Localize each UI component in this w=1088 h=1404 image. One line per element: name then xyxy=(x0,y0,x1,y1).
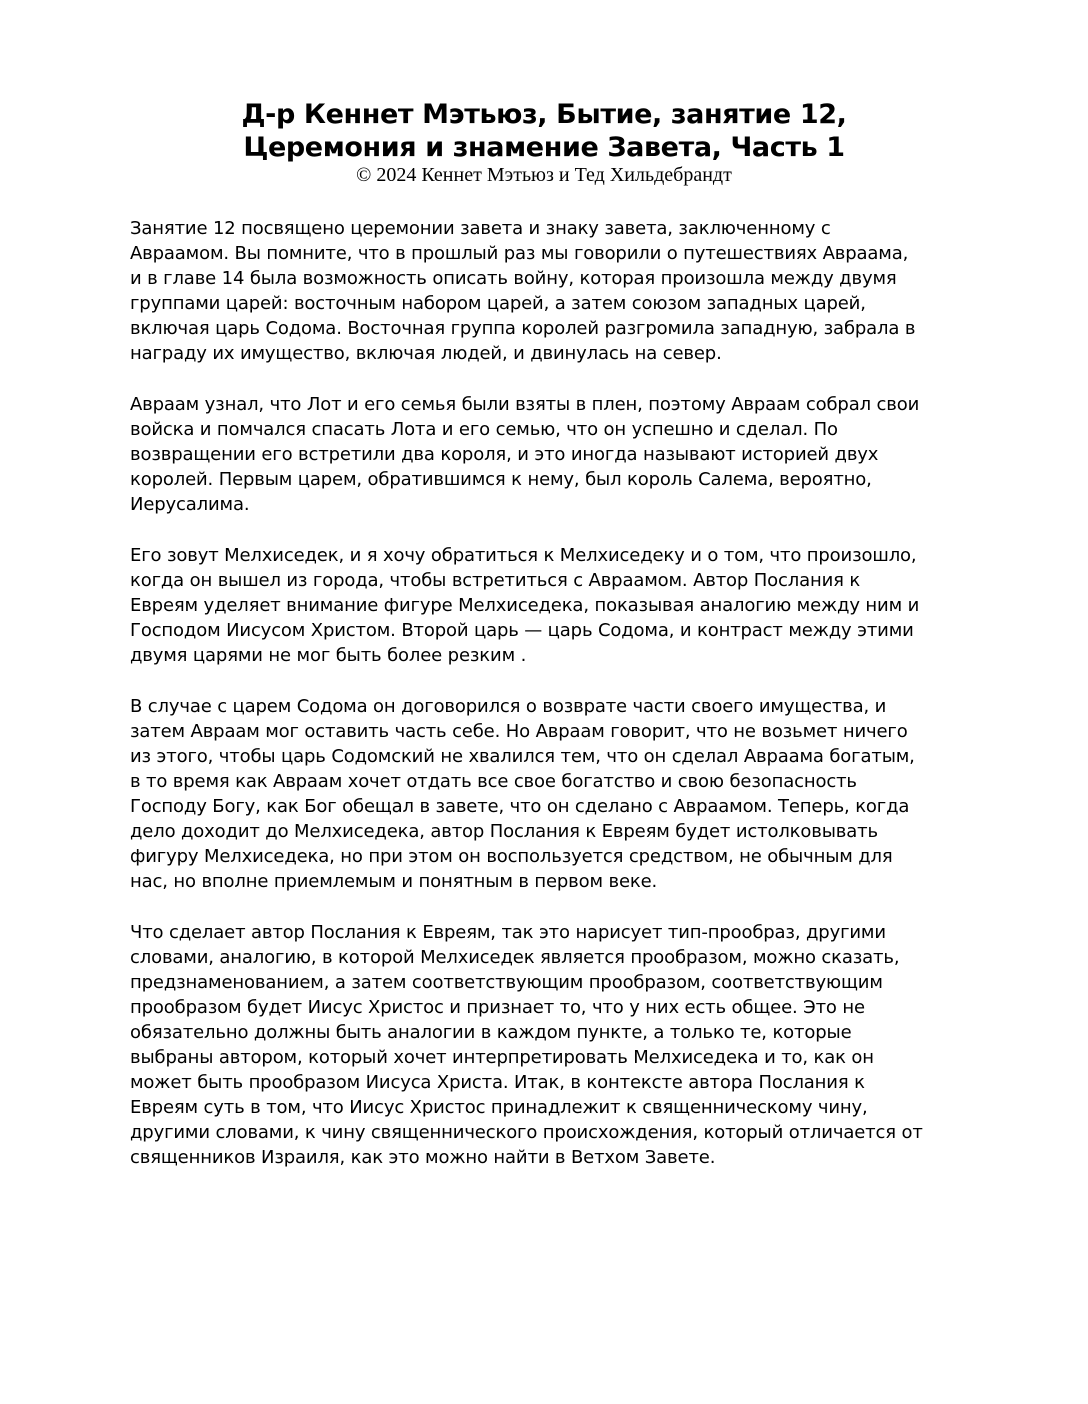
paragraph-4 xyxy=(130,694,960,894)
text-line: включая царь Содома. Восточная группа королей разгромила западную, забрала в xyxy=(130,318,916,339)
text-line: Иерусалима. xyxy=(130,494,250,515)
text-line: войска и помчался спасать Лота и его семью, что он успешно и сделал. По xyxy=(130,419,838,440)
text-line: Господом Иисусом Христом. Второй царь — царь Содома, и контраст между этими xyxy=(130,620,914,641)
text-line: Занятие 12 посвящено церемонии завета и знаку завета, заключенному с xyxy=(130,218,831,239)
text-line: предзнаменованием, а затем соответствующим прообразом, соответствующим xyxy=(130,972,883,993)
text-line: в то время как Авраам хочет отдать все свое богатство и свою безопасность xyxy=(130,771,857,792)
text-line: Его зовут Мелхиседек, и я хочу обратиться к Мелхиседеку и о том, что произошло, xyxy=(130,545,917,566)
text-line: Евреям уделяет внимание фигуре Мелхиседека, показывая аналогию между ним и xyxy=(130,595,920,616)
text-line: когда он вышел из города, чтобы встретиться с Авраамом. Автор Послания к xyxy=(130,570,861,591)
text-line: дело доходит до Мелхиседека, автор Послания к Евреям будет истолковывать xyxy=(130,821,878,842)
title-line: Церемония и знамение Завета, Часть 1 xyxy=(243,132,845,163)
text-line: двумя царями не мог быть более резким . xyxy=(130,645,527,666)
text-line: обязательно должны быть аналогии в каждом пункте, а только те, которые xyxy=(130,1022,852,1043)
text-line: Авраамом. Вы помните, что в прошлый раз мы говорили о путешествиях Авраама, xyxy=(130,243,909,264)
title-line: Д-р Кеннет Мэтьюз, Бытие, занятие 12, xyxy=(241,99,847,130)
text-line: Евреям суть в том, что Иисус Христос принадлежит к священническому чину, xyxy=(130,1097,868,1118)
text-line: другими словами, к чину священнического происхождения, который отличается от xyxy=(130,1122,923,1143)
text-line: награду их имущество, включая людей, и двинулась на север. xyxy=(130,343,722,364)
text-line: Авраам узнал, что Лот и его семья были взяты в плен, поэтому Авраам собрал свои xyxy=(130,394,920,415)
text-line: группами царей: восточным набором царей, а затем союзом западных царей, xyxy=(130,293,866,314)
text-line: Господу Богу, как Бог обещал в завете, что он сделано с Авраамом. Теперь, когда xyxy=(130,796,910,817)
text-line: словами, аналогию, в которой Мелхиседек является прообразом, можно сказать, xyxy=(130,947,900,968)
text-line: Что сделает автор Послания к Евреям, так это нарисует тип-прообраз, другими xyxy=(130,922,886,943)
text-line: выбраны автором, который хочет интерпретировать Мелхиседека и то, как он xyxy=(130,1047,874,1068)
document-body xyxy=(130,216,960,1196)
text-line: может быть прообразом Иисуса Христа. Итак, в контексте автора Послания к xyxy=(130,1072,865,1093)
text-line: фигуру Мелхиседека, но при этом он воспользуется средством, не обычным для xyxy=(130,846,893,867)
paragraph-5 xyxy=(130,920,960,1170)
text-line: королей. Первым царем, обратившимся к нему, был король Салема, вероятно, xyxy=(130,469,872,490)
text-line: возвращении его встретили два короля, и это иногда называют историей двух xyxy=(130,444,879,465)
text-line: и в главе 14 была возможность описать войну, которая произошла между двумя xyxy=(130,268,897,289)
paragraph-1 xyxy=(130,216,960,366)
text-line: В случае с царем Содома он договорился о возврате части своего имущества, и xyxy=(130,696,887,717)
paragraph-2 xyxy=(130,392,960,517)
text-line: священников Израиля, как это можно найти в Ветхом Завете. xyxy=(130,1147,716,1168)
copyright-notice: © 2024 Кеннет Мэтьюз и Тед Хильдебрандт xyxy=(356,164,732,186)
page-title xyxy=(0,98,1088,164)
text-line: нас, но вполне приемлемым и понятным в первом веке. xyxy=(130,871,658,892)
document-header xyxy=(0,98,1088,186)
text-line: из этого, чтобы царь Содомский не хвалился тем, что он сделал Авраама богатым, xyxy=(130,746,915,767)
text-line: прообразом будет Иисус Христос и признает то, что у них есть общее. Это не xyxy=(130,997,865,1018)
paragraph-3 xyxy=(130,543,960,668)
text-line: затем Авраам мог оставить часть себе. Но Авраам говорит, что не возьмет ничего xyxy=(130,721,908,742)
